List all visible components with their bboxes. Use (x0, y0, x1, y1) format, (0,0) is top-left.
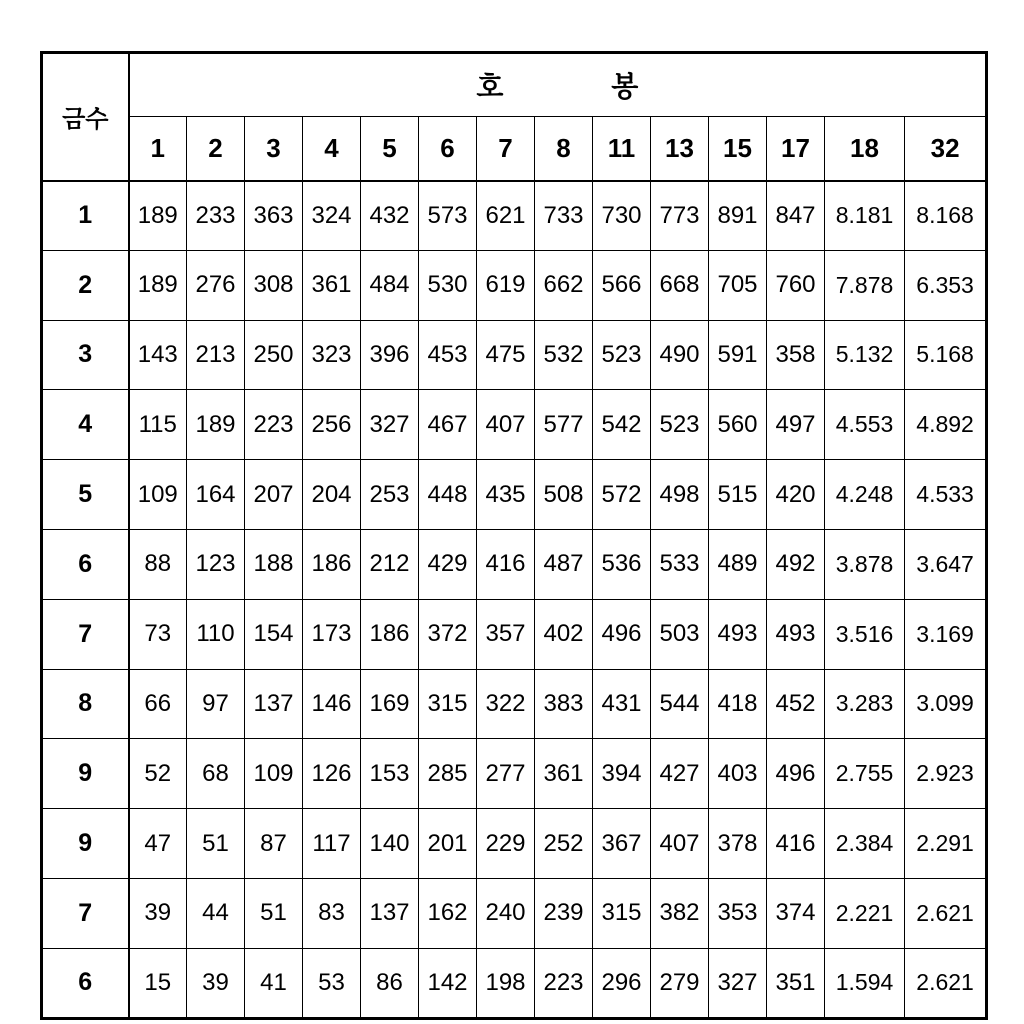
table-cell: 126 (303, 739, 361, 809)
table-cell: 51 (187, 809, 245, 879)
table-cell: 322 (477, 669, 535, 739)
table-cell: 357 (477, 599, 535, 669)
table-cell: 87 (245, 809, 303, 879)
table-cell: 496 (767, 739, 825, 809)
table-cell: 212 (361, 529, 419, 599)
row-header: 7 (42, 599, 129, 669)
table-cell: 2.291 (905, 809, 987, 879)
table-cell: 891 (709, 181, 767, 251)
table-cell: 2.755 (825, 739, 905, 809)
column-header: 11 (593, 117, 651, 181)
table-cell: 73 (129, 599, 187, 669)
table-cell: 497 (767, 390, 825, 460)
row-header: 4 (42, 390, 129, 460)
table-cell: 490 (651, 320, 709, 390)
table-cell: 207 (245, 460, 303, 530)
row-header: 1 (42, 181, 129, 251)
column-header: 4 (303, 117, 361, 181)
table-cell: 189 (129, 181, 187, 251)
table-row (42, 250, 987, 320)
table-cell: 378 (709, 809, 767, 879)
table-cell: 427 (651, 739, 709, 809)
table-cell: 705 (709, 250, 767, 320)
table-cell: 153 (361, 739, 419, 809)
table-cell: 201 (419, 809, 477, 879)
table-cell: 8.168 (905, 181, 987, 251)
table-cell: 315 (593, 878, 651, 948)
table-cell: 383 (535, 669, 593, 739)
table-row (42, 809, 987, 879)
table-cell: 492 (767, 529, 825, 599)
table-cell: 432 (361, 181, 419, 251)
table-cell: 361 (535, 739, 593, 809)
column-header: 8 (535, 117, 593, 181)
table-cell: 372 (419, 599, 477, 669)
table-cell: 733 (535, 181, 593, 251)
table-cell: 109 (129, 460, 187, 530)
salary-table-container (40, 51, 988, 1020)
header-row-columns (42, 117, 987, 181)
table-cell: 6.353 (905, 250, 987, 320)
table-row (42, 181, 987, 251)
table-cell: 407 (477, 390, 535, 460)
table-cell: 361 (303, 250, 361, 320)
table-cell: 223 (245, 390, 303, 460)
group-header: 호 봉 (129, 53, 987, 117)
table-cell: 2.923 (905, 739, 987, 809)
table-cell: 279 (651, 948, 709, 1018)
table-cell: 573 (419, 181, 477, 251)
table-cell: 47 (129, 809, 187, 879)
column-header: 15 (709, 117, 767, 181)
table-cell: 252 (535, 809, 593, 879)
table-cell: 327 (361, 390, 419, 460)
table-cell: 213 (187, 320, 245, 390)
table-cell: 407 (651, 809, 709, 879)
table-cell: 533 (651, 529, 709, 599)
table-cell: 3.099 (905, 669, 987, 739)
table-cell: 402 (535, 599, 593, 669)
table-cell: 566 (593, 250, 651, 320)
table-cell: 396 (361, 320, 419, 390)
table-cell: 4.533 (905, 460, 987, 530)
row-header: 6 (42, 948, 129, 1018)
table-cell: 137 (245, 669, 303, 739)
table-cell: 2.221 (825, 878, 905, 948)
table-row (42, 320, 987, 390)
table-cell: 353 (709, 878, 767, 948)
table-cell: 503 (651, 599, 709, 669)
table-cell: 2.384 (825, 809, 905, 879)
table-cell: 730 (593, 181, 651, 251)
column-header: 18 (825, 117, 905, 181)
table-cell: 123 (187, 529, 245, 599)
table-cell: 475 (477, 320, 535, 390)
table-cell: 186 (361, 599, 419, 669)
table-cell: 619 (477, 250, 535, 320)
row-header: 7 (42, 878, 129, 948)
table-cell: 239 (535, 878, 593, 948)
table-cell: 2.621 (905, 948, 987, 1018)
table-cell: 223 (535, 948, 593, 1018)
table-row (42, 390, 987, 460)
table-cell: 489 (709, 529, 767, 599)
row-header: 2 (42, 250, 129, 320)
table-row (42, 529, 987, 599)
table-cell: 493 (709, 599, 767, 669)
table-cell: 467 (419, 390, 477, 460)
table-cell: 351 (767, 948, 825, 1018)
table-cell: 382 (651, 878, 709, 948)
table-cell: 523 (593, 320, 651, 390)
table-cell: 7.878 (825, 250, 905, 320)
table-cell: 53 (303, 948, 361, 1018)
table-cell: 164 (187, 460, 245, 530)
table-cell: 51 (245, 878, 303, 948)
table-cell: 189 (187, 390, 245, 460)
table-cell: 4.553 (825, 390, 905, 460)
table-cell: 110 (187, 599, 245, 669)
table-cell: 374 (767, 878, 825, 948)
table-cell: 431 (593, 669, 651, 739)
table-cell: 403 (709, 739, 767, 809)
table-cell: 5.132 (825, 320, 905, 390)
table-cell: 4.892 (905, 390, 987, 460)
table-cell: 435 (477, 460, 535, 530)
table-cell: 109 (245, 739, 303, 809)
table-cell: 1.594 (825, 948, 905, 1018)
table-cell: 240 (477, 878, 535, 948)
row-header: 9 (42, 739, 129, 809)
table-cell: 363 (245, 181, 303, 251)
table-row (42, 739, 987, 809)
row-header: 8 (42, 669, 129, 739)
table-cell: 3.516 (825, 599, 905, 669)
table-cell: 233 (187, 181, 245, 251)
table-cell: 253 (361, 460, 419, 530)
table-cell: 323 (303, 320, 361, 390)
table-cell: 169 (361, 669, 419, 739)
row-header: 9 (42, 809, 129, 879)
table-row (42, 599, 987, 669)
column-header: 3 (245, 117, 303, 181)
table-cell: 276 (187, 250, 245, 320)
table-cell: 140 (361, 809, 419, 879)
table-cell: 97 (187, 669, 245, 739)
table-cell: 3.169 (905, 599, 987, 669)
table-cell: 394 (593, 739, 651, 809)
table-cell: 591 (709, 320, 767, 390)
table-cell: 773 (651, 181, 709, 251)
table-cell: 83 (303, 878, 361, 948)
salary-table (40, 51, 988, 1020)
table-cell: 621 (477, 181, 535, 251)
table-cell: 3.647 (905, 529, 987, 599)
table-cell: 285 (419, 739, 477, 809)
table-cell: 367 (593, 809, 651, 879)
table-cell: 532 (535, 320, 593, 390)
table-cell: 662 (535, 250, 593, 320)
column-header: 17 (767, 117, 825, 181)
table-cell: 68 (187, 739, 245, 809)
table-cell: 2.621 (905, 878, 987, 948)
table-cell: 198 (477, 948, 535, 1018)
table-cell: 523 (651, 390, 709, 460)
table-cell: 186 (303, 529, 361, 599)
table-cell: 484 (361, 250, 419, 320)
table-cell: 308 (245, 250, 303, 320)
table-cell: 327 (709, 948, 767, 1018)
table-cell: 229 (477, 809, 535, 879)
column-header: 2 (187, 117, 245, 181)
table-cell: 542 (593, 390, 651, 460)
column-header: 6 (419, 117, 477, 181)
table-cell: 496 (593, 599, 651, 669)
table-cell: 498 (651, 460, 709, 530)
table-row (42, 878, 987, 948)
table-cell: 5.168 (905, 320, 987, 390)
row-header: 3 (42, 320, 129, 390)
column-header: 5 (361, 117, 419, 181)
table-cell: 117 (303, 809, 361, 879)
table-cell: 577 (535, 390, 593, 460)
table-cell: 448 (419, 460, 477, 530)
table-cell: 250 (245, 320, 303, 390)
table-cell: 146 (303, 669, 361, 739)
table-cell: 560 (709, 390, 767, 460)
table-cell: 154 (245, 599, 303, 669)
table-cell: 429 (419, 529, 477, 599)
table-cell: 3.878 (825, 529, 905, 599)
table-cell: 86 (361, 948, 419, 1018)
table-cell: 173 (303, 599, 361, 669)
table-cell: 39 (129, 878, 187, 948)
table-cell: 15 (129, 948, 187, 1018)
table-cell: 256 (303, 390, 361, 460)
table-cell: 487 (535, 529, 593, 599)
table-cell: 115 (129, 390, 187, 460)
table-cell: 277 (477, 739, 535, 809)
table-cell: 189 (129, 250, 187, 320)
table-cell: 452 (767, 669, 825, 739)
row-header: 6 (42, 529, 129, 599)
column-header: 1 (129, 117, 187, 181)
table-cell: 416 (477, 529, 535, 599)
column-header: 13 (651, 117, 709, 181)
table-cell: 530 (419, 250, 477, 320)
table-cell: 572 (593, 460, 651, 530)
table-cell: 137 (361, 878, 419, 948)
table-cell: 88 (129, 529, 187, 599)
table-cell: 143 (129, 320, 187, 390)
table-cell: 493 (767, 599, 825, 669)
table-cell: 515 (709, 460, 767, 530)
column-header: 7 (477, 117, 535, 181)
table-cell: 453 (419, 320, 477, 390)
header-row-group (42, 53, 987, 117)
table-row (42, 460, 987, 530)
table-cell: 66 (129, 669, 187, 739)
table-cell: 162 (419, 878, 477, 948)
table-cell: 418 (709, 669, 767, 739)
table-cell: 39 (187, 948, 245, 1018)
table-cell: 204 (303, 460, 361, 530)
table-cell: 296 (593, 948, 651, 1018)
table-cell: 324 (303, 181, 361, 251)
table-cell: 188 (245, 529, 303, 599)
table-cell: 416 (767, 809, 825, 879)
table-cell: 52 (129, 739, 187, 809)
table-cell: 3.283 (825, 669, 905, 739)
table-cell: 544 (651, 669, 709, 739)
table-cell: 536 (593, 529, 651, 599)
table-cell: 44 (187, 878, 245, 948)
table-cell: 508 (535, 460, 593, 530)
corner-header: 금수 (42, 53, 129, 181)
table-cell: 668 (651, 250, 709, 320)
column-header: 32 (905, 117, 987, 181)
table-cell: 358 (767, 320, 825, 390)
table-cell: 847 (767, 181, 825, 251)
table-cell: 315 (419, 669, 477, 739)
table-row (42, 669, 987, 739)
row-header: 5 (42, 460, 129, 530)
table-cell: 142 (419, 948, 477, 1018)
table-cell: 8.181 (825, 181, 905, 251)
table-cell: 760 (767, 250, 825, 320)
table-body (42, 181, 987, 1019)
table-cell: 41 (245, 948, 303, 1018)
table-cell: 4.248 (825, 460, 905, 530)
table-row (42, 948, 987, 1018)
table-cell: 420 (767, 460, 825, 530)
